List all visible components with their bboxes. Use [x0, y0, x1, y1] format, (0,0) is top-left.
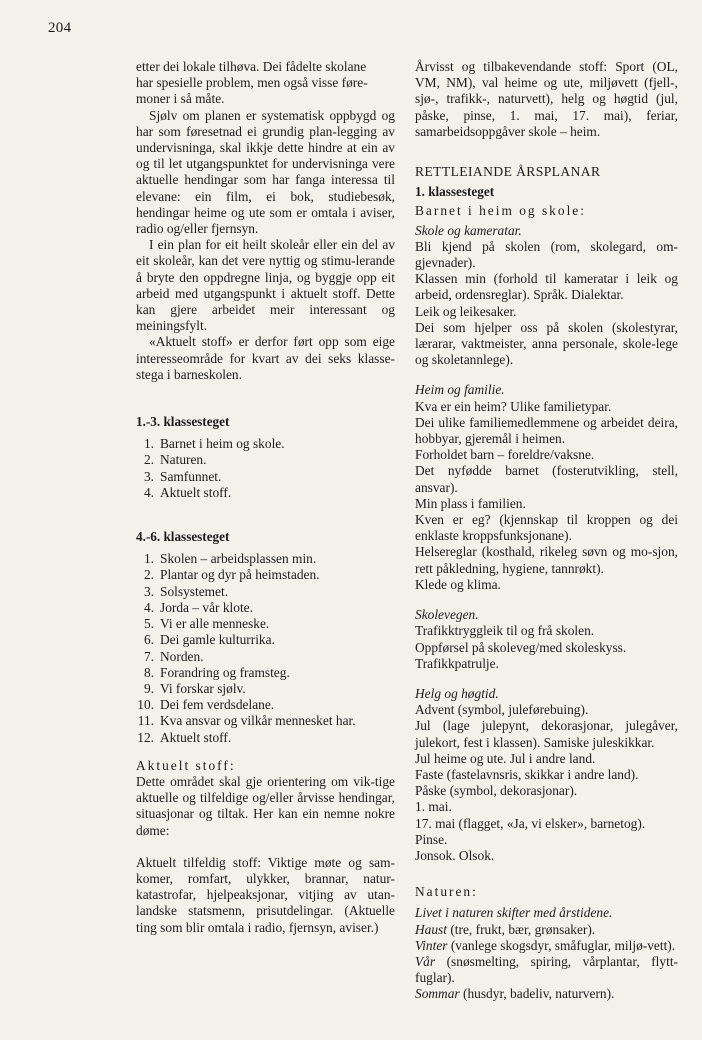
text-line: Dei ulike familiemedlemmene og arbeidet deira, hobbyar, gjeremål i heimen. — [415, 414, 678, 447]
paragraph-aktuelt-stoff: «Aktuelt stoff» er derfor ført opp som eige interesseområde for kvart av dei seks klasse-stega i barneskolen. — [136, 334, 395, 382]
text-line: Trafikktryggleik til og frå skolen. — [415, 623, 595, 639]
left-column — [136, 59, 395, 936]
text-line: Helsereglar (kosthald, rikeleg søvn og mo-sjon, rett påkledning, hygiene, tannrøkt). — [415, 544, 678, 576]
list-item: 6. Dei gamle kulturrika. — [143, 632, 275, 648]
text-line: Oppførsel på skoleveg/med skoleskyss. — [415, 639, 627, 655]
text-line: Pinse. — [415, 831, 448, 847]
list-1-3 — [136, 436, 395, 501]
text-line: Jonsok. Olsok. — [415, 847, 495, 863]
season-line: Vår (snøsmelting, spiring, vårplantar, flytt-fuglar). — [415, 953, 678, 986]
text-line: Jul (lage julepynt, dekorasjonar, julegåver, julekort, fest i klassen). Samiske juleskikkar. — [415, 718, 678, 750]
text-line: Påske (symbol, dekorasjonar). — [415, 783, 578, 799]
list-item: 2. Plantar og dyr på heimstaden. — [143, 567, 320, 583]
section-heading-4-6: 4.-6. klassesteget — [136, 529, 230, 545]
text-line: 17. mai (flagget, «Ja, vi elsker», barnetog). — [415, 815, 646, 831]
text-line: Min plass i familien. — [415, 495, 526, 511]
text-line: Kva er ein heim? Ulike familietypar. — [415, 398, 612, 414]
livet-title: Livet i naturen skifter med årstidene. — [415, 905, 613, 921]
page-number: 204 — [48, 20, 72, 36]
skolevegen-title: Skolevegen. — [415, 607, 479, 623]
barnet-heading: Barnet i heim og skole: — [415, 203, 586, 219]
list-item: 3. Solsystemet. — [143, 583, 229, 599]
intro-line: moner i så måte. — [136, 91, 225, 107]
list-item: 9. Vi forskar sjølv. — [143, 680, 246, 696]
helg-hogtid-title: Helg og høgtid. — [415, 685, 499, 701]
season-line: Haust (tre, frukt, bær, grønsaker). — [415, 921, 596, 937]
list-item: 2. Naturen. — [143, 452, 207, 468]
text-line: Klassen min (forhold til kameratar i leik og arbeid, ordensreglar). Språk. Dialektar. — [415, 271, 678, 303]
naturen-heading: Naturen: — [415, 884, 478, 900]
text-line: Faste (fastelavnsris, skikkar i andre land). — [415, 766, 639, 782]
paragraph-skolear: I ein plan for eit heilt skoleår eller ein del av eit skoleår, kan det vere nyttig og stimu-lerande å bryte den oppdregne linja, og byggje opp eit arbeid med utgangspunkt i aktuelt stoff. Dette kan gjere arbeidet meir interessant og meiningsfylt. — [136, 237, 395, 334]
text-line: Forholdet barn – foreldre/vaksne. — [415, 447, 595, 463]
text-line: Klede og klima. — [415, 576, 501, 592]
text-line: Jul heime og ute. Jul i andre land. — [415, 750, 596, 766]
intro-line: etter dei lokale tilhøva. Dei fådelte skolane — [136, 59, 367, 74]
text-line: Det nyfødde barnet (fosterutvikling, stell, ansvar). — [415, 463, 678, 495]
list-item: 3. Samfunnet. — [143, 468, 222, 484]
klassesteget-1-heading: 1. klassesteget — [415, 184, 495, 200]
paragraph-plan: Sjølv om planen er systematisk oppbygd og har som føresetnad ei grundig plan-legging av undervisninga, skal ikkje dette hindre at ein av og til let utgangspunktet for undervisninga vere aktuelle hendingar som har fanga interessa til elevane: ein film, ei bok, studiebesøk, hendingar heime og ute som er omtala i aviser, radio og/eller fjernsyn. — [136, 107, 395, 237]
text-line: Leik og leikesaker. — [415, 303, 517, 319]
text-line: 1. mai. — [415, 799, 452, 815]
list-4-6 — [136, 551, 395, 745]
list-item: 12. Aktuelt stoff. — [137, 729, 232, 745]
text-line: Dei som hjelper oss på skolen (skolestyrar, lærarar, vaktmeister, anna personale, skole-lege og skoletannlege). — [415, 319, 678, 368]
list-item: 11. Kva ansvar og vilkår mennesket har. — [137, 713, 356, 729]
text-line: Trafikkpatrulje. — [415, 655, 499, 671]
section-heading-1-3: 1.-3. klassesteget — [136, 414, 230, 430]
list-item: 1. Barnet i heim og skole. — [143, 436, 285, 452]
season-line: Vinter (vanlege skogsdyr, småfuglar, miljø-vett). — [415, 937, 676, 953]
list-item: 5. Vi er alle menneske. — [143, 616, 270, 632]
heim-familie-title: Heim og familie. — [415, 382, 505, 398]
text-line: Kven er eg? (kjennskap til kroppen og dei enklaste kroppsfunksjonane). — [415, 512, 678, 544]
list-item: 1. Skolen – arbeidsplassen min. — [143, 551, 317, 567]
list-item: 7. Norden. — [143, 648, 204, 664]
arvisst-paragraph: Årvisst og tilbakevendande stoff: Sport (OL, VM, NM), val heime og ute, miljøvett (fjell-, sjø-, trafikk-, naturvett), helg og høgtid (jul, påske, pinse, 1. mai, 17. mai), feriar, samarbeidsoppgåver skole – heim. — [415, 59, 678, 139]
season-line: Sommar (husdyr, badeliv, naturvern). — [415, 986, 615, 1002]
aktuelt-tilfeldig-paragraph: Aktuelt tilfeldig stoff: Viktige møte og sam-komer, romfart, ulykker, brannar, natur-katastrofar, hjelpeaksjonar, vitjing av utan-landske statsmenn, prisutdelingar. (Aktuelle ting som blir omtala i radio, fjernsyn, aviser.) — [136, 854, 395, 935]
list-item: 10. Dei fem verdsdelane. — [137, 697, 275, 713]
text-line: Advent (symbol, juleførebuing). — [415, 702, 589, 718]
list-item: 8. Forandring og framsteg. — [143, 664, 290, 680]
aktuelt-stoff-paragraph: Dette området skal gje orientering om vik-tige aktuelle og tilfeldige og/eller årvisse hendingar, situasjonar og tiltak. Her kan ein nemne nokre døme: — [136, 773, 395, 838]
right-column — [415, 59, 678, 1003]
aktuelt-stoff-heading: Aktuelt stoff: — [136, 757, 236, 773]
list-item: 4. Jorda – vår klote. — [143, 599, 253, 615]
intro-line: har spesielle problem, men også visse føre- — [136, 75, 368, 91]
list-item: 4. Aktuelt stoff. — [143, 484, 232, 500]
skole-kameratar-title: Skole og kameratar. — [415, 222, 522, 238]
text-line: Bli kjend på skolen (rom, skolegard, om-gjevnader). — [415, 238, 678, 271]
rettleiande-heading: RETTLEIANDE ÅRSPLANAR — [415, 164, 601, 180]
